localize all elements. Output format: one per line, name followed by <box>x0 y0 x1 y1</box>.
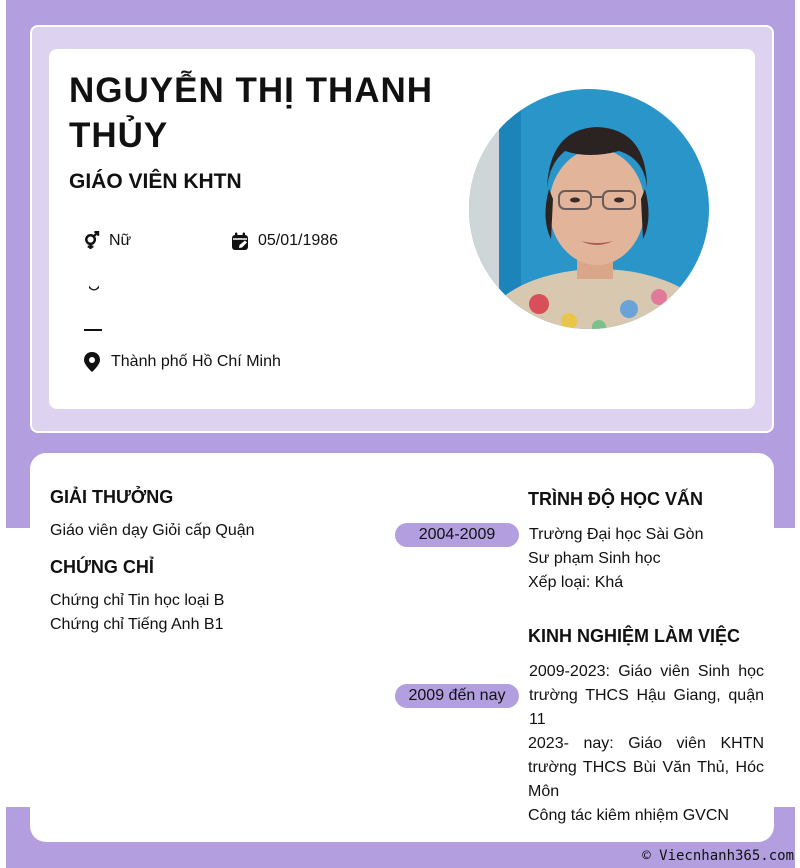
certificate-item: Chứng chỉ Tiếng Anh B1 <box>50 616 224 633</box>
birth-date-value: 05/01/1986 <box>258 232 339 249</box>
education-major: Sư phạm Sinh học <box>528 550 661 567</box>
avatar <box>469 89 709 329</box>
gender-value: Nữ <box>109 231 132 249</box>
experience-item: 2023- nay: Giáo viên KHTN trường THCS Bùi Văn Thủ, Hóc Môn <box>528 735 764 800</box>
address-value: Thành phố Hồ Chí Minh <box>111 353 281 370</box>
gender-icon <box>82 231 101 250</box>
education-period-badge: 2004-2009 <box>395 523 519 547</box>
phone-icon <box>88 285 100 291</box>
certificates-title: CHỨNG CHỈ <box>50 557 154 577</box>
address-info <box>82 351 281 373</box>
birth-date-info <box>230 231 338 251</box>
education-title: TRÌNH ĐỘ HỌC VẤN <box>528 489 703 509</box>
location-pin-icon <box>82 351 102 373</box>
email-icon <box>84 329 102 331</box>
awards-title: GIẢI THƯỞNG <box>50 487 174 507</box>
experience-item: 2009-2023: Giáo viên Sinh học trường THCS Hậu Giang, quận 11 <box>529 663 764 728</box>
experience-title: KINH NGHIỆM LÀM VIỆC <box>528 626 741 646</box>
experience-period-badge: 2009 đến nay <box>395 684 519 708</box>
job-title: GIÁO VIÊN KHTN <box>69 170 242 193</box>
experience-item: Công tác kiêm nhiệm GVCN <box>528 807 729 824</box>
certificate-item: Chứng chỉ Tin học loại B <box>50 592 225 609</box>
calendar-icon <box>230 231 250 251</box>
copyright-footer: © Viecnhanh365.com <box>642 848 794 864</box>
person-name: NGUYỄN THỊ THANH THỦY <box>69 71 434 155</box>
gender-info <box>82 231 131 250</box>
education-grade: Xếp loại: Khá <box>528 574 624 591</box>
award-item: Giáo viên dạy Giỏi cấp Quận <box>50 522 255 539</box>
education-school: Trường Đại học Sài Gòn <box>529 526 704 543</box>
